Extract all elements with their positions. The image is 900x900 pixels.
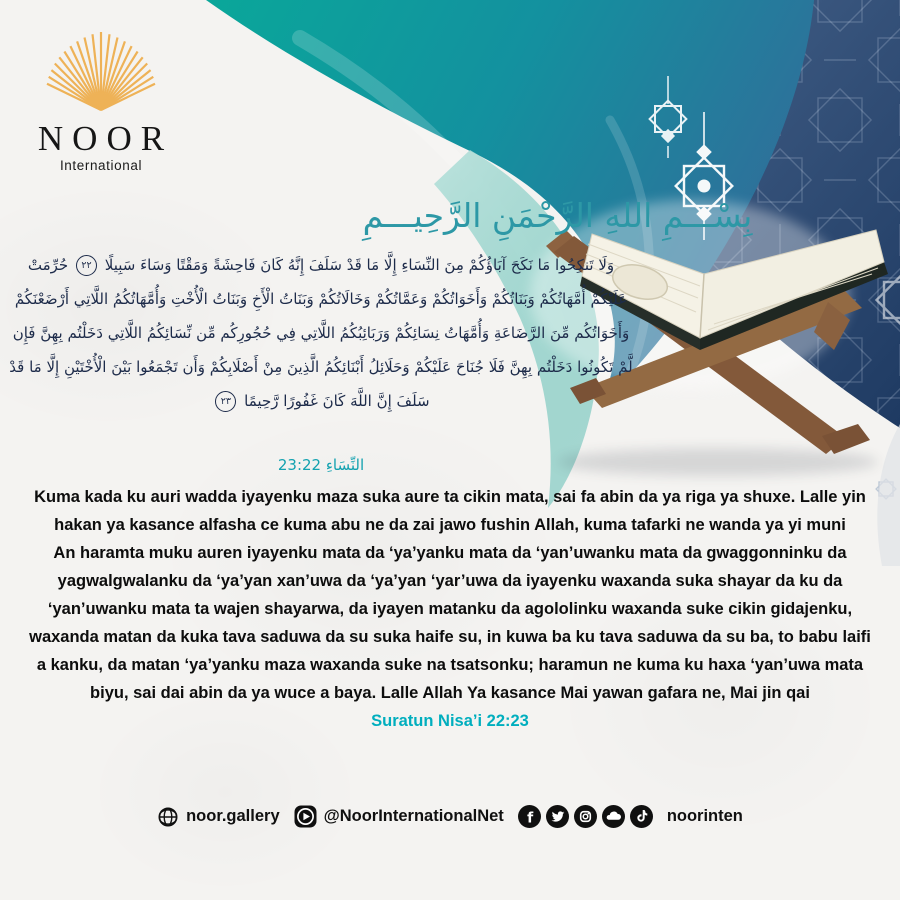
ayah-marker-22: ٢٢: [76, 255, 97, 276]
hausa-translation: [28, 483, 872, 735]
youtube-handle-text: @NoorInternationalNet: [323, 807, 504, 825]
soundcloud-icon: [602, 805, 625, 828]
social-handle-text: noorinten: [666, 807, 743, 825]
footer-bar: [0, 805, 900, 828]
facebook-icon: [518, 805, 541, 828]
translation-paragraph-2: An haramta muku auren iyayenku mata da ‘ya’yanku mata da ‘yan’uwanku mata da gwaggonninku da yagwalgwalanku da ‘ya’yan xan’uwa da ‘ya’yan ‘yar’uwa da iyayenku waxanda suka shayar da ku da ‘yan’uwanku mata ta wajen shayarwa, da iyayen matanku da agololinku waxanda suke cikin gidajenku, waxanda matan da kuka tava saduwa da su suka haife su, in kuwa ba ku tava saduwa da su ba, to babu laifi a kanku, da matan ‘ya’yanku maza waxanda suke na tsatsonku; haramun ne kuma ku haxa ‘yan’uwa mata biyu, sai dai abin da ya wuce a baya. Lalle Allah Ya kasance Mai yawan gafara ne, Mai jin qai: [29, 544, 871, 702]
quran-verse-23-text: حُرِّمَتْ عَلَيْكُمْ أُمَّهَاتُكُمْ وَبَنَاتُكُمْ وَأَخَوَاتُكُمْ وَعَمَّاتُكُمْ وَخَالَاتُكُمْ وَبَنَاتُ الْأَخِ وَبَنَاتُ الْأُخْتِ وَأُمَّهَاتُكُمُ اللَّاتِي أَرْضَعْنَكُمْ وَأَخَوَاتُكُم مِّنَ الرَّضَاعَةِ وَأُمَّهَاتُ نِسَائِكُمْ وَرَبَائِبُكُمُ اللَّاتِي فِي حُجُورِكُم مِّن نِّسَائِكُمُ اللَّاتِي دَخَلْتُم بِهِنَّ فَإِن لَّمْ تَكُونُوا دَخَلْتُم بِهِنَّ فَلَا جُنَاحَ عَلَيْكُمْ وَحَلَائِلُ أَبْنَائِكُمُ الَّذِينَ مِنْ أَصْلَابِكُمْ وَأَن تَجْمَعُوا بَيْنَ الْأُخْتَيْنِ إِلَّا مَا قَدْ سَلَفَ إِنَّ اللَّهَ كَانَ غَفُورًا رَّحِيمًا: [9, 256, 633, 410]
instagram-icon: [574, 805, 597, 828]
svg-text:f: f: [526, 810, 534, 827]
quran-verse-22-text: وَلَا تَنكِحُوا مَا نَكَحَ آبَاؤُكُمْ مِنَ النِّسَاءِ إِلَّا مَا قَدْ سَلَفَ إِنَّهُ كَانَ فَاحِشَةً وَمَقْتًا وَسَاءَ سَبِيلًا: [104, 256, 615, 274]
ayah-marker-23: ٢٣: [215, 391, 236, 412]
website-text: noor.gallery: [186, 807, 280, 825]
youtube-icon: [294, 805, 317, 828]
brand-logo: [26, 16, 176, 173]
youtube-group: [294, 805, 504, 828]
surah-reference-latin: Suratun Nisa’i 22:23: [371, 712, 529, 730]
globe-icon: [157, 806, 179, 828]
website-group: [157, 806, 280, 828]
bismillah-calligraphy: بِسْـــمِ اللهِ الرَّحْمَنِ الرَّحِيـــمِ: [362, 196, 753, 235]
brand-subtitle: International: [59, 158, 143, 173]
tiktok-icon: [630, 805, 653, 828]
quran-verse-block: [8, 248, 634, 418]
edge-wash: [877, 424, 900, 566]
twitter-icon: [546, 805, 569, 828]
surah-reference-arabic: النِّسَاءِ 23:22: [277, 456, 365, 474]
golden-rays-open-book-icon: [42, 16, 160, 112]
translation-paragraph-1: Kuma kada ku auri wadda iyayenku maza suka aure ta cikin mata, sai fa abin da ya riga ya shuxe. Lalle yin hakan ya kasance alfasha ce kuma abu ne da zai jawo fushin Allah, kuma tafarki ne wanda ya yi muni: [34, 488, 866, 534]
social-icons-row: [518, 805, 653, 828]
brand-name: NOOR: [37, 119, 174, 158]
